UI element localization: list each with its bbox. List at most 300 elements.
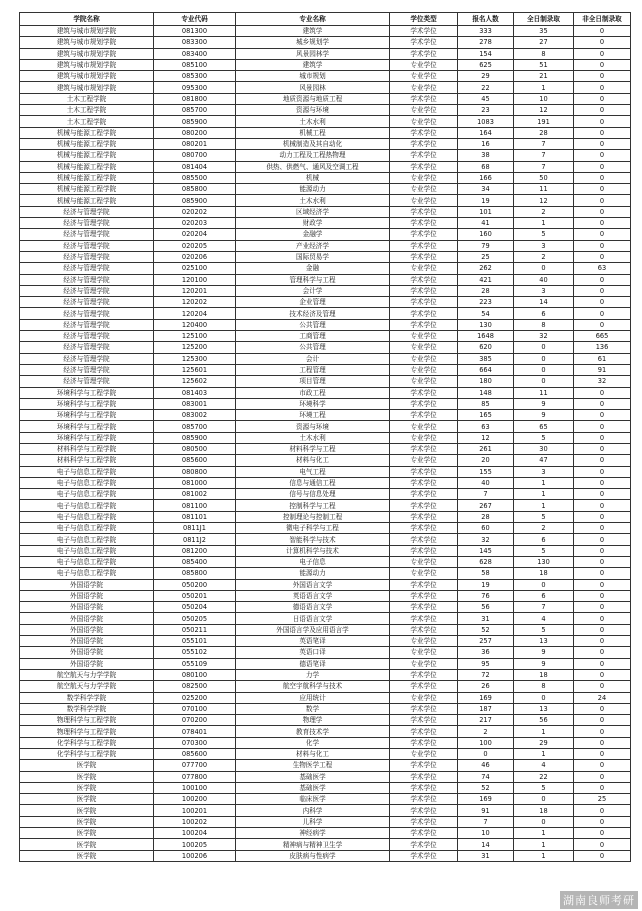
cell-parttime-admit: 0 (574, 647, 631, 658)
table-row (20, 331, 631, 342)
cell-fulltime-admit: 4 (514, 760, 574, 771)
header-college: 学院名称 (20, 13, 154, 26)
cell-parttime-admit: 0 (574, 297, 631, 308)
table-row (20, 105, 631, 116)
cell-fulltime-admit: 29 (514, 737, 574, 748)
cell-college: 化学科学与工程学院 (20, 737, 154, 748)
cell-major-code: 083002 (154, 410, 236, 421)
cell-major-code: 085800 (154, 568, 236, 579)
cell-fulltime-admit: 0 (514, 376, 574, 387)
cell-major-code: 080100 (154, 669, 236, 680)
cell-college: 环境科学与工程学院 (20, 432, 154, 443)
cell-parttime-admit: 0 (574, 534, 631, 545)
table-row (20, 37, 631, 48)
cell-fulltime-admit: 1 (514, 850, 574, 861)
cell-college: 电子与信息工程学院 (20, 523, 154, 534)
cell-college: 电子与信息工程学院 (20, 466, 154, 477)
cell-parttime-admit: 136 (574, 342, 631, 353)
cell-degree-type: 专业学位 (390, 116, 458, 127)
cell-major-name: 机械工程 (236, 127, 390, 138)
cell-major-code: 020204 (154, 229, 236, 240)
cell-parttime-admit: 32 (574, 376, 631, 387)
cell-fulltime-admit: 6 (514, 590, 574, 601)
cell-major-name: 内科学 (236, 805, 390, 816)
cell-major-name: 物理学 (236, 715, 390, 726)
cell-applicants: 267 (458, 500, 514, 511)
cell-college: 经济与管理学院 (20, 251, 154, 262)
cell-degree-type: 专业学位 (390, 749, 458, 760)
cell-college: 电子与信息工程学院 (20, 511, 154, 522)
cell-major-name: 生物医学工程 (236, 760, 390, 771)
header-fulltime-admit: 全日制录取 (514, 13, 574, 26)
cell-major-code: 081101 (154, 511, 236, 522)
cell-applicants: 169 (458, 794, 514, 805)
cell-major-name: 基础医学 (236, 771, 390, 782)
table-row (20, 828, 631, 839)
cell-applicants: 278 (458, 37, 514, 48)
cell-fulltime-admit: 9 (514, 658, 574, 669)
table-row (20, 161, 631, 172)
cell-applicants: 19 (458, 579, 514, 590)
cell-major-code: 081200 (154, 545, 236, 556)
cell-degree-type: 学术学位 (390, 387, 458, 398)
cell-fulltime-admit: 47 (514, 455, 574, 466)
table-row (20, 398, 631, 409)
cell-fulltime-admit: 9 (514, 647, 574, 658)
cell-parttime-admit: 0 (574, 590, 631, 601)
cell-applicants: 100 (458, 737, 514, 748)
table-row (20, 138, 631, 149)
table-row (20, 195, 631, 206)
cell-college: 土木工程学院 (20, 93, 154, 104)
table-row (20, 602, 631, 613)
cell-fulltime-admit: 1 (514, 489, 574, 500)
cell-parttime-admit: 0 (574, 285, 631, 296)
cell-degree-type: 学术学位 (390, 161, 458, 172)
cell-applicants: 22 (458, 82, 514, 93)
cell-degree-type: 学术学位 (390, 579, 458, 590)
cell-major-name: 风景园林学 (236, 48, 390, 59)
cell-applicants: 52 (458, 624, 514, 635)
cell-applicants: 72 (458, 669, 514, 680)
cell-degree-type: 专业学位 (390, 455, 458, 466)
cell-major-name: 土木水利 (236, 432, 390, 443)
header-parttime-admit: 非全日制录取 (574, 13, 631, 26)
table-row (20, 93, 631, 104)
cell-parttime-admit: 0 (574, 511, 631, 522)
cell-college: 经济与管理学院 (20, 308, 154, 319)
cell-degree-type: 学术学位 (390, 839, 458, 850)
cell-fulltime-admit: 14 (514, 297, 574, 308)
cell-applicants: 56 (458, 602, 514, 613)
cell-major-code: 085900 (154, 432, 236, 443)
cell-applicants: 46 (458, 760, 514, 771)
cell-major-code: 100100 (154, 782, 236, 793)
cell-fulltime-admit: 3 (514, 285, 574, 296)
table-row (20, 71, 631, 82)
cell-major-code: 120201 (154, 285, 236, 296)
cell-fulltime-admit: 18 (514, 669, 574, 680)
cell-degree-type: 学术学位 (390, 297, 458, 308)
cell-major-code: 080700 (154, 150, 236, 161)
cell-major-name: 数学 (236, 703, 390, 714)
cell-fulltime-admit: 51 (514, 59, 574, 70)
cell-major-code: 081800 (154, 93, 236, 104)
table-row (20, 342, 631, 353)
table-row (20, 511, 631, 522)
cell-applicants: 31 (458, 613, 514, 624)
cell-parttime-admit: 0 (574, 127, 631, 138)
cell-fulltime-admit: 12 (514, 195, 574, 206)
cell-parttime-admit: 0 (574, 455, 631, 466)
cell-applicants: 165 (458, 410, 514, 421)
cell-parttime-admit: 0 (574, 658, 631, 669)
cell-applicants: 333 (458, 26, 514, 37)
cell-degree-type: 学术学位 (390, 828, 458, 839)
cell-applicants: 2 (458, 726, 514, 737)
cell-college: 外国语学院 (20, 636, 154, 647)
cell-parttime-admit: 0 (574, 782, 631, 793)
cell-parttime-admit: 0 (574, 602, 631, 613)
cell-major-code: 050211 (154, 624, 236, 635)
cell-major-code: 100201 (154, 805, 236, 816)
cell-parttime-admit: 0 (574, 489, 631, 500)
cell-major-name: 机械制造及其自动化 (236, 138, 390, 149)
cell-major-name: 国际贸易学 (236, 251, 390, 262)
cell-major-name: 应用统计 (236, 692, 390, 703)
cell-college: 机械与能源工程学院 (20, 150, 154, 161)
cell-parttime-admit: 0 (574, 816, 631, 827)
cell-college: 外国语学院 (20, 658, 154, 669)
cell-degree-type: 学术学位 (390, 760, 458, 771)
cell-applicants: 31 (458, 850, 514, 861)
cell-applicants: 169 (458, 692, 514, 703)
cell-applicants: 20 (458, 455, 514, 466)
cell-major-name: 地质资源与地质工程 (236, 93, 390, 104)
cell-college: 化学科学与工程学院 (20, 749, 154, 760)
table-row (20, 590, 631, 601)
cell-major-name: 英语笔译 (236, 636, 390, 647)
cell-major-code: 085600 (154, 455, 236, 466)
cell-fulltime-admit: 1 (514, 726, 574, 737)
cell-applicants: 164 (458, 127, 514, 138)
cell-major-name: 外国语言学及应用语言学 (236, 624, 390, 635)
cell-major-code: 025100 (154, 263, 236, 274)
cell-fulltime-admit: 2 (514, 251, 574, 262)
cell-major-code: 020203 (154, 218, 236, 229)
table-row (20, 545, 631, 556)
cell-parttime-admit: 0 (574, 93, 631, 104)
cell-major-code: 085700 (154, 421, 236, 432)
cell-college: 材料科学与工程学院 (20, 443, 154, 454)
cell-degree-type: 学术学位 (390, 410, 458, 421)
cell-fulltime-admit: 3 (514, 240, 574, 251)
cell-fulltime-admit: 11 (514, 184, 574, 195)
cell-fulltime-admit: 2 (514, 523, 574, 534)
cell-parttime-admit: 0 (574, 771, 631, 782)
cell-applicants: 625 (458, 59, 514, 70)
table-row (20, 184, 631, 195)
cell-parttime-admit: 0 (574, 636, 631, 647)
cell-degree-type: 专业学位 (390, 353, 458, 364)
cell-applicants: 1083 (458, 116, 514, 127)
cell-major-code: 095300 (154, 82, 236, 93)
cell-major-name: 信息与通信工程 (236, 477, 390, 488)
cell-college: 材料科学与工程学院 (20, 455, 154, 466)
cell-fulltime-admit: 130 (514, 556, 574, 567)
cell-major-name: 电子信息 (236, 556, 390, 567)
cell-major-code: 020202 (154, 206, 236, 217)
cell-fulltime-admit: 27 (514, 37, 574, 48)
cell-major-name: 临床医学 (236, 794, 390, 805)
cell-major-name: 工商管理 (236, 331, 390, 342)
table-row (20, 455, 631, 466)
cell-college: 外国语学院 (20, 602, 154, 613)
cell-major-code: 050204 (154, 602, 236, 613)
cell-fulltime-admit: 1 (514, 828, 574, 839)
cell-parttime-admit: 0 (574, 466, 631, 477)
cell-degree-type: 专业学位 (390, 568, 458, 579)
cell-degree-type: 学术学位 (390, 489, 458, 500)
cell-degree-type: 学术学位 (390, 285, 458, 296)
cell-degree-type: 专业学位 (390, 364, 458, 375)
cell-major-name: 城市规划 (236, 71, 390, 82)
cell-parttime-admit: 0 (574, 579, 631, 590)
cell-major-code: 085400 (154, 556, 236, 567)
cell-major-name: 德语语言文学 (236, 602, 390, 613)
cell-parttime-admit: 0 (574, 805, 631, 816)
table-row (20, 636, 631, 647)
table-row (20, 692, 631, 703)
table-row (20, 319, 631, 330)
cell-applicants: 26 (458, 681, 514, 692)
cell-degree-type: 学术学位 (390, 681, 458, 692)
cell-major-code: 050205 (154, 613, 236, 624)
table-row (20, 432, 631, 443)
cell-applicants: 76 (458, 590, 514, 601)
cell-applicants: 36 (458, 647, 514, 658)
cell-degree-type: 专业学位 (390, 105, 458, 116)
cell-major-name: 计算机科学与技术 (236, 545, 390, 556)
admission-table-container (19, 12, 630, 862)
cell-fulltime-admit: 56 (514, 715, 574, 726)
cell-fulltime-admit: 7 (514, 138, 574, 149)
cell-fulltime-admit: 7 (514, 161, 574, 172)
cell-degree-type: 学术学位 (390, 715, 458, 726)
cell-applicants: 101 (458, 206, 514, 217)
cell-major-name: 英语语言文学 (236, 590, 390, 601)
cell-degree-type: 学术学位 (390, 816, 458, 827)
table-row (20, 489, 631, 500)
cell-major-name: 机械 (236, 172, 390, 183)
table-row (20, 816, 631, 827)
cell-major-name: 能源动力 (236, 184, 390, 195)
cell-fulltime-admit: 1 (514, 500, 574, 511)
cell-applicants: 130 (458, 319, 514, 330)
cell-major-code: 080201 (154, 138, 236, 149)
cell-applicants: 68 (458, 161, 514, 172)
cell-college: 医学院 (20, 850, 154, 861)
cell-major-name: 德语笔译 (236, 658, 390, 669)
cell-parttime-admit: 0 (574, 150, 631, 161)
cell-major-name: 控制科学与工程 (236, 500, 390, 511)
cell-applicants: 74 (458, 771, 514, 782)
cell-parttime-admit: 0 (574, 737, 631, 748)
cell-major-name: 材料与化工 (236, 749, 390, 760)
table-row (20, 850, 631, 861)
cell-degree-type: 学术学位 (390, 737, 458, 748)
cell-degree-type: 学术学位 (390, 150, 458, 161)
cell-fulltime-admit: 5 (514, 229, 574, 240)
cell-major-name: 儿科学 (236, 816, 390, 827)
cell-degree-type: 专业学位 (390, 184, 458, 195)
cell-college: 医学院 (20, 771, 154, 782)
cell-applicants: 28 (458, 511, 514, 522)
cell-college: 外国语学院 (20, 579, 154, 590)
cell-degree-type: 专业学位 (390, 71, 458, 82)
cell-college: 建筑与城市规划学院 (20, 26, 154, 37)
table-row (20, 48, 631, 59)
table-row (20, 726, 631, 737)
cell-fulltime-admit: 0 (514, 816, 574, 827)
cell-major-name: 城乡规划学 (236, 37, 390, 48)
cell-parttime-admit: 0 (574, 681, 631, 692)
cell-applicants: 58 (458, 568, 514, 579)
cell-applicants: 45 (458, 93, 514, 104)
cell-applicants: 628 (458, 556, 514, 567)
table-row (20, 500, 631, 511)
cell-major-code: 100205 (154, 839, 236, 850)
cell-parttime-admit: 0 (574, 410, 631, 421)
cell-major-code: 100202 (154, 816, 236, 827)
cell-college: 电子与信息工程学院 (20, 500, 154, 511)
cell-college: 医学院 (20, 839, 154, 850)
cell-applicants: 54 (458, 308, 514, 319)
cell-major-code: 125601 (154, 364, 236, 375)
cell-major-name: 技术经济及管理 (236, 308, 390, 319)
cell-major-code: 125300 (154, 353, 236, 364)
cell-fulltime-admit: 5 (514, 511, 574, 522)
cell-degree-type: 学术学位 (390, 613, 458, 624)
cell-major-code: 050200 (154, 579, 236, 590)
cell-fulltime-admit: 1 (514, 477, 574, 488)
cell-fulltime-admit: 11 (514, 387, 574, 398)
cell-major-name: 信号与信息处理 (236, 489, 390, 500)
admission-table (19, 12, 631, 862)
cell-college: 经济与管理学院 (20, 274, 154, 285)
cell-college: 物理科学与工程学院 (20, 726, 154, 737)
cell-applicants: 620 (458, 342, 514, 353)
cell-parttime-admit: 0 (574, 206, 631, 217)
cell-major-code: 082500 (154, 681, 236, 692)
cell-applicants: 40 (458, 477, 514, 488)
cell-degree-type: 学术学位 (390, 466, 458, 477)
cell-parttime-admit: 0 (574, 116, 631, 127)
table-row (20, 376, 631, 387)
cell-college: 经济与管理学院 (20, 240, 154, 251)
cell-fulltime-admit: 18 (514, 805, 574, 816)
cell-major-code: 125602 (154, 376, 236, 387)
cell-fulltime-admit: 65 (514, 421, 574, 432)
table-row (20, 229, 631, 240)
cell-college: 环境科学与工程学院 (20, 387, 154, 398)
cell-applicants: 95 (458, 658, 514, 669)
cell-degree-type: 学术学位 (390, 669, 458, 680)
cell-fulltime-admit: 8 (514, 319, 574, 330)
table-header-row (20, 13, 631, 26)
cell-major-name: 环境工程 (236, 410, 390, 421)
cell-degree-type: 学术学位 (390, 477, 458, 488)
cell-major-name: 电气工程 (236, 466, 390, 477)
cell-major-code: 125200 (154, 342, 236, 353)
cell-parttime-admit: 0 (574, 624, 631, 635)
cell-parttime-admit: 0 (574, 105, 631, 116)
cell-fulltime-admit: 5 (514, 545, 574, 556)
table-row (20, 669, 631, 680)
cell-college: 建筑与城市规划学院 (20, 71, 154, 82)
cell-college: 医学院 (20, 816, 154, 827)
cell-college: 医学院 (20, 805, 154, 816)
cell-degree-type: 专业学位 (390, 692, 458, 703)
cell-major-code: 020206 (154, 251, 236, 262)
cell-fulltime-admit: 13 (514, 636, 574, 647)
cell-college: 经济与管理学院 (20, 342, 154, 353)
cell-fulltime-admit: 3 (514, 466, 574, 477)
cell-college: 环境科学与工程学院 (20, 421, 154, 432)
cell-college: 物理科学与工程学院 (20, 715, 154, 726)
cell-major-code: 080200 (154, 127, 236, 138)
cell-major-name: 风景园林 (236, 82, 390, 93)
cell-major-name: 日语语言文学 (236, 613, 390, 624)
cell-major-name: 财政学 (236, 218, 390, 229)
cell-major-name: 基础医学 (236, 782, 390, 793)
cell-college: 医学院 (20, 794, 154, 805)
cell-parttime-admit: 0 (574, 839, 631, 850)
cell-fulltime-admit: 4 (514, 613, 574, 624)
table-row (20, 353, 631, 364)
table-row (20, 263, 631, 274)
cell-major-name: 供热、供燃气、通风及空调工程 (236, 161, 390, 172)
cell-degree-type: 专业学位 (390, 195, 458, 206)
cell-parttime-admit: 63 (574, 263, 631, 274)
cell-college: 机械与能源工程学院 (20, 138, 154, 149)
cell-fulltime-admit: 8 (514, 48, 574, 59)
table-row (20, 410, 631, 421)
cell-college: 经济与管理学院 (20, 285, 154, 296)
cell-fulltime-admit: 191 (514, 116, 574, 127)
cell-major-code: 081100 (154, 500, 236, 511)
cell-degree-type: 专业学位 (390, 647, 458, 658)
cell-major-code: 081403 (154, 387, 236, 398)
cell-applicants: 52 (458, 782, 514, 793)
cell-major-code: 120202 (154, 297, 236, 308)
cell-fulltime-admit: 6 (514, 534, 574, 545)
header-applicants: 报名人数 (458, 13, 514, 26)
table-row (20, 150, 631, 161)
table-row (20, 59, 631, 70)
header-degree-type: 学位类型 (390, 13, 458, 26)
cell-major-name: 项目管理 (236, 376, 390, 387)
table-row (20, 364, 631, 375)
cell-major-name: 工程管理 (236, 364, 390, 375)
cell-parttime-admit: 25 (574, 794, 631, 805)
cell-fulltime-admit: 1 (514, 218, 574, 229)
cell-parttime-admit: 0 (574, 828, 631, 839)
table-row (20, 421, 631, 432)
cell-fulltime-admit: 21 (514, 71, 574, 82)
cell-applicants: 421 (458, 274, 514, 285)
cell-parttime-admit: 0 (574, 568, 631, 579)
